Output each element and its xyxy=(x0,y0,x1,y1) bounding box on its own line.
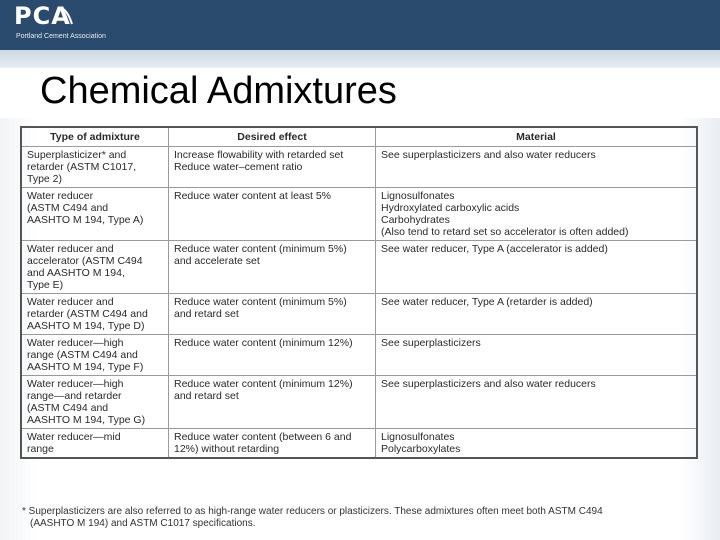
header-band xyxy=(0,50,720,68)
column-header-material: Material xyxy=(376,127,698,147)
type-line: AASHTO M 194, Type G) xyxy=(27,414,146,426)
cell-type xyxy=(21,429,169,459)
cell-effect xyxy=(169,429,376,459)
type-line: AASHTO M 194, Type D) xyxy=(27,320,145,332)
type-line: (ASTM C494 and xyxy=(27,402,109,414)
header-bar xyxy=(0,0,720,50)
cell-effect xyxy=(169,147,376,188)
type-line: Superplasticizer* and xyxy=(27,149,127,161)
effect-line: Reduce water content (minimum 5%) xyxy=(174,243,347,255)
effect-line: and retard set xyxy=(174,308,239,320)
cell-type xyxy=(21,376,169,429)
table-row xyxy=(21,241,697,294)
table-row xyxy=(21,335,697,376)
effect-line: Reduce water content (between 6 and xyxy=(174,431,352,443)
cell-material xyxy=(376,376,698,429)
material-line: Hydroxylated carboxylic acids xyxy=(381,202,520,214)
slide-title: Chemical Admixtures xyxy=(40,70,397,112)
effect-line: Reduce water–cement ratio xyxy=(174,161,303,173)
footnote-line: * Superplasticizers are also referred to as high-range water reducers or plasticizers. These admixtures often meet both ASTM C494 xyxy=(22,506,603,517)
cell-effect xyxy=(169,188,376,241)
pca-logo: PCA xyxy=(14,2,71,30)
cell-type xyxy=(21,294,169,335)
cell-type xyxy=(21,241,169,294)
type-line: Water reducer and xyxy=(27,296,114,308)
type-line: Water reducer and xyxy=(27,243,114,255)
logo-subtitle: Portland Cement Association xyxy=(16,33,106,40)
cell-type xyxy=(21,335,169,376)
effect-line: 12%) without retarding xyxy=(174,443,280,455)
type-line: Type E) xyxy=(27,279,64,291)
material-line: Polycarboxylates xyxy=(381,443,461,455)
effect-line: Reduce water content (minimum 12%) xyxy=(174,378,353,390)
table-row xyxy=(21,294,697,335)
cell-effect xyxy=(169,294,376,335)
cell-type xyxy=(21,147,169,188)
material-line: See water reducer, Type A (accelerator is added) xyxy=(381,243,608,255)
type-line: Water reducer—high xyxy=(27,337,124,349)
material-line: Lignosulfonates xyxy=(381,190,455,202)
footnote-line: (AASHTO M 194) and ASTM C1017 specifications. xyxy=(30,518,256,529)
footnote xyxy=(22,506,603,530)
table-row xyxy=(21,429,697,459)
type-line: Type 2) xyxy=(27,173,63,185)
admixture-table-container xyxy=(20,126,686,501)
column-header-effect: Desired effect xyxy=(169,127,376,147)
type-line: range—and retarder xyxy=(27,390,122,402)
cell-material xyxy=(376,429,698,459)
material-line: Carbohydrates xyxy=(381,214,450,226)
cell-material xyxy=(376,241,698,294)
type-line: (ASTM C494 and xyxy=(27,202,109,214)
type-line: Water reducer xyxy=(27,190,94,202)
cell-material xyxy=(376,294,698,335)
table-row xyxy=(21,188,697,241)
material-line: (Also tend to retard set so accelerator is often added) xyxy=(381,226,629,238)
type-line: retarder (ASTM C1017, xyxy=(27,161,137,173)
effect-line: Increase flowability with retarded set xyxy=(174,149,344,161)
type-line: Water reducer—mid xyxy=(27,431,121,443)
effect-line: and accelerate set xyxy=(174,255,260,267)
table-row xyxy=(21,147,697,188)
type-line: range xyxy=(27,443,54,455)
admixture-table xyxy=(20,126,698,459)
logo-swoosh-icon xyxy=(58,6,74,26)
effect-line: Reduce water content (minimum 5%) xyxy=(174,296,347,308)
material-line: See water reducer, Type A (retarder is added) xyxy=(381,296,593,308)
cell-effect xyxy=(169,335,376,376)
type-line: AASHTO M 194, Type F) xyxy=(27,361,144,373)
cell-material xyxy=(376,188,698,241)
material-line: See superplasticizers and also water reducers xyxy=(381,149,596,161)
table-row xyxy=(21,376,697,429)
material-line: See superplasticizers and also water reducers xyxy=(381,378,596,390)
cell-effect xyxy=(169,376,376,429)
table-body xyxy=(21,147,697,459)
cell-material xyxy=(376,335,698,376)
type-line: range (ASTM C494 and xyxy=(27,349,138,361)
type-line: Water reducer—high xyxy=(27,378,124,390)
type-line: AASHTO M 194, Type A) xyxy=(27,214,144,226)
cell-type xyxy=(21,188,169,241)
type-line: retarder (ASTM C494 and xyxy=(27,308,148,320)
table-header-row xyxy=(21,127,697,147)
type-line: and AASHTO M 194, xyxy=(27,267,125,279)
effect-line: Reduce water content (minimum 12%) xyxy=(174,337,353,349)
effect-line: and retard set xyxy=(174,390,239,402)
column-header-type: Type of admixture xyxy=(21,127,169,147)
cell-material xyxy=(376,147,698,188)
type-line: accelerator (ASTM C494 xyxy=(27,255,143,267)
cell-effect xyxy=(169,241,376,294)
material-line: See superplasticizers xyxy=(381,337,481,349)
effect-line: Reduce water content at least 5% xyxy=(174,190,332,202)
material-line: Lignosulfonates xyxy=(381,431,455,443)
